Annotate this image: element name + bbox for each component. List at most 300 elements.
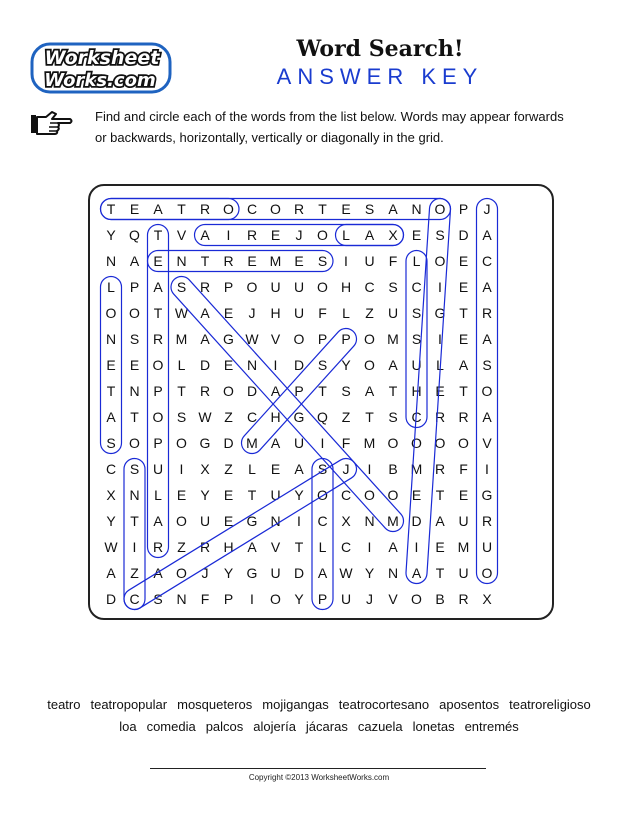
grid-letter: O xyxy=(223,383,234,399)
grid-letter: J xyxy=(342,461,350,477)
grid-letter: E xyxy=(458,253,469,269)
grid-letter: I xyxy=(179,461,184,477)
grid-letter: P xyxy=(153,383,163,399)
grid-letter: N xyxy=(105,331,117,347)
grid-letter: T xyxy=(459,383,468,399)
word-item: lonetas xyxy=(412,719,455,734)
grid-letter: D xyxy=(223,435,234,451)
grid-letter: I xyxy=(367,461,372,477)
grid-letter: F xyxy=(318,305,327,321)
grid-letter: X xyxy=(106,487,116,503)
grid-letter: E xyxy=(435,383,445,399)
grid-letter: U xyxy=(387,305,399,321)
grid-letter: J xyxy=(248,305,256,321)
grid-letter: U xyxy=(364,253,375,269)
grid-letter: T xyxy=(435,487,445,503)
grid-letter: E xyxy=(458,331,469,347)
grid-letter: P xyxy=(129,279,140,295)
grid-letter: P xyxy=(223,591,234,607)
grid-letter: C xyxy=(246,201,258,217)
grid-letter: R xyxy=(458,409,469,425)
grid-letter: O xyxy=(481,383,493,399)
grid-letter: S xyxy=(435,227,445,243)
grid-letter: S xyxy=(176,409,187,425)
grid-letter: V xyxy=(270,539,281,555)
grid-letter: U xyxy=(458,565,469,581)
grid-letter: J xyxy=(366,591,373,607)
grid-letter: N xyxy=(270,513,281,529)
grid-letter: L xyxy=(436,357,444,373)
grid-letter: R xyxy=(199,383,211,399)
grid-letter: W xyxy=(174,305,189,321)
grid-letter: W xyxy=(245,331,259,347)
grid-letter: O xyxy=(434,201,446,217)
grid-letter: H xyxy=(270,409,281,425)
grid-letter: P xyxy=(317,591,328,607)
grid-letter: L xyxy=(107,279,115,295)
grid-letter: V xyxy=(270,331,281,347)
grid-letter: U xyxy=(458,513,469,529)
word-item: teatroreligioso xyxy=(509,697,591,712)
grid-letter: R xyxy=(199,201,211,217)
grid-letter: O xyxy=(387,487,399,503)
grid-letter: A xyxy=(388,201,398,217)
grid-letter: T xyxy=(200,253,210,269)
grid-letter: V xyxy=(176,227,187,243)
grid-letter: E xyxy=(247,253,257,269)
grid-letter: N xyxy=(387,565,399,581)
grid-letter: R xyxy=(481,513,493,529)
grid-letter: C xyxy=(340,539,352,555)
grid-letter: L xyxy=(177,357,186,373)
grid-letter: I xyxy=(485,461,489,477)
grid-letter: X xyxy=(482,591,492,607)
grid-letter: S xyxy=(411,305,422,321)
grid-letter: O xyxy=(129,305,140,321)
grid-letter: U xyxy=(270,565,281,581)
grid-letter: E xyxy=(223,513,234,529)
grid-letter: G xyxy=(246,565,258,581)
grid-letter: Z xyxy=(177,539,186,555)
word-list xyxy=(0,694,638,738)
logo-line2: Works.com xyxy=(44,70,156,91)
grid-letter: P xyxy=(153,435,163,451)
grid-letter: A xyxy=(200,305,210,321)
grid-letter: R xyxy=(293,201,305,217)
grid-letter: Y xyxy=(106,227,116,243)
grid-letter: A xyxy=(364,227,375,243)
grid-letter: S xyxy=(341,383,351,399)
grid-letter: T xyxy=(318,383,327,399)
grid-letter: G xyxy=(293,409,305,425)
grid-letter: U xyxy=(293,305,305,321)
grid-letter: T xyxy=(177,383,186,399)
grid-letter: E xyxy=(153,253,163,269)
grid-letter: O xyxy=(364,331,375,347)
grid-letter: N xyxy=(129,383,140,399)
grid-letter: E xyxy=(223,487,234,503)
grid-letter: S xyxy=(411,331,422,347)
grid-letter: F xyxy=(341,435,351,451)
word-item: palcos xyxy=(205,719,244,734)
grid-letter: O xyxy=(317,279,328,295)
grid-letter: I xyxy=(250,591,254,607)
grid-letter: U xyxy=(340,591,352,607)
grid-letter: A xyxy=(435,513,445,529)
grid-letter: A xyxy=(294,461,304,477)
grid-letter: R xyxy=(199,539,211,555)
grid-letter: Q xyxy=(129,227,140,243)
grid-letter: N xyxy=(176,253,187,269)
grid-letter: O xyxy=(387,435,399,451)
grid-letter: S xyxy=(364,201,375,217)
word-item: jácaras xyxy=(305,719,348,734)
grid-letter: P xyxy=(458,201,469,217)
grid-letter: I xyxy=(273,357,278,373)
grid-letter: U xyxy=(270,487,281,503)
grid-letter: G xyxy=(199,435,211,451)
grid-letter: A xyxy=(388,539,398,555)
grid-letter: R xyxy=(199,279,211,295)
grid-letter: L xyxy=(318,539,327,555)
word-item: alojería xyxy=(253,719,296,734)
grid-letter: Z xyxy=(224,409,233,425)
answer-ring-jácaras xyxy=(120,455,360,614)
instructions-line-1: Find and circle each of the words from the list below. Words may appear forwards xyxy=(95,109,564,124)
grid-letter: A xyxy=(200,227,210,243)
grid-letter: E xyxy=(435,539,445,555)
word-item: teatropopular xyxy=(90,697,168,712)
grid-letter: M xyxy=(175,331,188,347)
grid-letter: C xyxy=(411,279,422,295)
grid-letter: A xyxy=(482,227,492,243)
grid-letter: C xyxy=(105,461,117,477)
grid-letter: E xyxy=(223,305,234,321)
grid-letter: C xyxy=(129,591,140,607)
word-item: aposentos xyxy=(439,697,500,712)
grid-letter: A xyxy=(153,279,163,295)
word-item: mosqueteros xyxy=(177,697,253,712)
grid-letter: Y xyxy=(106,513,116,529)
grid-letter: T xyxy=(153,305,163,321)
grid-letter: O xyxy=(176,435,187,451)
grid-letter: T xyxy=(130,513,139,529)
grid-letter: O xyxy=(293,331,305,347)
grid-letter: U xyxy=(293,435,305,451)
grid-letter: O xyxy=(458,435,469,451)
grid-letter: O xyxy=(434,253,446,269)
grid-letter: U xyxy=(199,513,211,529)
grid-letter: M xyxy=(410,461,423,477)
answer-ring-teatro xyxy=(101,199,240,220)
grid-letter: A xyxy=(482,331,492,347)
grid-letter: M xyxy=(387,513,399,529)
grid-letter: D xyxy=(199,357,211,373)
grid-letter: Y xyxy=(200,487,210,503)
grid-letter: R xyxy=(481,305,493,321)
answer-ring-entremés xyxy=(148,251,334,272)
grid-letter: S xyxy=(317,253,328,269)
grid-letter: C xyxy=(317,513,328,529)
grid-letter: T xyxy=(388,383,398,399)
grid-letter: E xyxy=(129,201,140,217)
word-item: mojigangas xyxy=(262,697,329,712)
grid-letter: S xyxy=(129,331,140,347)
grid-letter: H xyxy=(340,279,352,295)
grid-letter: O xyxy=(223,201,234,217)
word-item: cazuela xyxy=(357,719,403,734)
grid-letter: E xyxy=(458,279,469,295)
grid-letter: H xyxy=(411,383,422,399)
grid-letter: E xyxy=(411,227,422,243)
grid-letter: B xyxy=(435,591,445,607)
grid-letter: C xyxy=(340,487,352,503)
grid-letter: A xyxy=(364,383,375,399)
grid-letter: S xyxy=(482,357,492,373)
grid-letter: X xyxy=(200,461,210,477)
word-item: teatrocortesano xyxy=(338,697,430,712)
grid-letter: S xyxy=(153,591,163,607)
page-title: Word Search! xyxy=(296,36,464,62)
grid-letter: A xyxy=(153,201,163,217)
answer-ring-palcos xyxy=(312,459,333,610)
grid-letter: G xyxy=(434,305,446,321)
grid-letter: N xyxy=(176,591,187,607)
grid-letter: T xyxy=(459,305,468,321)
grid-letter: O xyxy=(434,435,446,451)
grid-letter: L xyxy=(342,227,350,243)
grid-letter: V xyxy=(482,435,492,451)
grid-letter: L xyxy=(342,305,350,321)
grid-letter: D xyxy=(411,513,422,529)
grid-letter: O xyxy=(481,565,493,581)
grid-letter: M xyxy=(246,435,258,451)
grid-letter: Z xyxy=(130,565,139,581)
grid-letter: A xyxy=(106,565,116,581)
grid-letter: I xyxy=(367,539,372,555)
grid-letter: J xyxy=(483,201,491,217)
grid-letter: I xyxy=(344,253,348,269)
grid-letter: R xyxy=(152,539,164,555)
grid-letter: I xyxy=(438,331,442,347)
grid-letter: Y xyxy=(294,487,304,503)
grid-letter: S xyxy=(129,461,140,477)
grid-letter: N xyxy=(246,357,258,373)
grid-letter: O xyxy=(364,357,375,373)
grid-letter: A xyxy=(411,565,422,581)
grid-letter: S xyxy=(317,357,328,373)
grid-letter: M xyxy=(457,539,470,555)
grid-letter: D xyxy=(293,357,305,373)
grid-letter: S xyxy=(176,279,187,295)
grid-letter: S xyxy=(388,409,398,425)
grid-letter: B xyxy=(388,461,398,477)
grid-letter: N xyxy=(364,513,375,529)
grid-letter: P xyxy=(317,331,328,347)
grid-letter: Z xyxy=(341,409,351,425)
word-item: entremés xyxy=(464,719,519,734)
grid-letter: O xyxy=(411,435,422,451)
grid-letter: A xyxy=(153,513,163,529)
copyright: Copyright ©2013 WorksheetWorks.com xyxy=(248,773,390,782)
grid-letter: O xyxy=(152,409,164,425)
grid-letter: X xyxy=(341,513,351,529)
grid-letter: D xyxy=(246,383,258,399)
grid-letter: Y xyxy=(341,357,351,373)
grid-letter: O xyxy=(129,435,140,451)
grid-letter: E xyxy=(341,201,351,217)
grid-letter: A xyxy=(270,435,281,451)
grid-letter: F xyxy=(459,461,468,477)
grid-letter: E xyxy=(223,357,234,373)
grid-letter: T xyxy=(106,201,116,217)
grid-letter: U xyxy=(270,279,281,295)
grid-letter: I xyxy=(320,435,325,451)
word-list-row-2 xyxy=(0,716,638,738)
grid-letter: E xyxy=(294,253,304,269)
grid-letter: O xyxy=(411,591,422,607)
grid-letter: T xyxy=(106,383,116,399)
grid-letter: R xyxy=(223,253,234,269)
grid-letter: I xyxy=(438,279,442,295)
grid-letter: D xyxy=(293,565,305,581)
grid-letter: A xyxy=(153,565,163,581)
grid-letter: R xyxy=(246,227,258,243)
grid-letter: Q xyxy=(317,409,328,425)
word-item: loa xyxy=(119,719,137,734)
grid-letter: E xyxy=(106,357,116,373)
grid-letter: W xyxy=(198,409,212,425)
grid-letter: W xyxy=(104,539,118,555)
grid-letter: X xyxy=(388,227,398,243)
grid-letter: T xyxy=(247,487,257,503)
grid-letter: O xyxy=(176,513,187,529)
grid-letter: V xyxy=(388,591,398,607)
grid-letter: J xyxy=(201,565,209,581)
grid-letter: E xyxy=(129,357,140,373)
grid-letter: U xyxy=(481,539,493,555)
grid-letter: R xyxy=(434,461,446,477)
grid-letter: Z xyxy=(365,305,374,321)
grid-letter: F xyxy=(388,253,398,269)
grid-letter: L xyxy=(412,253,421,269)
grid-letter: Y xyxy=(364,565,375,581)
grid-letter: Y xyxy=(294,591,304,607)
grid-letter: E xyxy=(270,461,281,477)
grid-letter: M xyxy=(363,435,376,451)
grid-letter: C xyxy=(411,409,422,425)
grid-letter: A xyxy=(482,279,492,295)
grid-letter: O xyxy=(105,305,117,321)
grid-letter: E xyxy=(270,227,281,243)
grid-letter: T xyxy=(130,409,139,425)
grid-letter: O xyxy=(246,279,258,295)
grid-letter: I xyxy=(132,539,137,555)
grid-letter: O xyxy=(270,201,281,217)
grid-letter: D xyxy=(458,227,469,243)
grid-letter: P xyxy=(223,279,234,295)
grid-letter: A xyxy=(200,331,210,347)
grid-letter: T xyxy=(365,409,374,425)
grid-letter: T xyxy=(294,539,304,555)
grid-letter: U xyxy=(411,357,422,373)
grid-letter: R xyxy=(458,591,469,607)
word-list-row-1 xyxy=(0,694,638,716)
grid-letter: T xyxy=(435,565,445,581)
grid-letter: N xyxy=(129,487,140,503)
grid-letter: A xyxy=(482,409,492,425)
grid-letter: I xyxy=(226,227,231,243)
grid-letter: O xyxy=(317,227,328,243)
grid-letter: S xyxy=(106,435,116,451)
grid-letter: G xyxy=(481,487,493,503)
grid-letter: A xyxy=(458,357,469,373)
grid-letter: A xyxy=(388,357,398,373)
grid-letter: A xyxy=(106,409,116,425)
grid-letter: A xyxy=(317,565,328,581)
grid-letter: N xyxy=(411,201,422,217)
grid-letter: U xyxy=(152,461,164,477)
grid-letter: N xyxy=(105,253,117,269)
grid-letter: C xyxy=(364,279,375,295)
grid-letter: O xyxy=(317,487,328,503)
grid-letter: M xyxy=(269,253,282,269)
grid-letter: O xyxy=(176,565,187,581)
grid-letter: U xyxy=(293,279,305,295)
grid-letter: F xyxy=(200,591,210,607)
grid-letter: M xyxy=(387,331,399,347)
grid-letter: E xyxy=(458,487,469,503)
grid-letter: O xyxy=(152,357,164,373)
grid-letter: I xyxy=(297,513,301,529)
grid-letter: L xyxy=(248,461,256,477)
grid-letter: R xyxy=(434,409,446,425)
grid-letter: I xyxy=(414,539,419,555)
grid-letter: O xyxy=(270,591,281,607)
grid-letter: G xyxy=(223,331,234,347)
grid-letter: T xyxy=(177,201,186,217)
grid-letter: H xyxy=(223,539,234,555)
grid-letter: E xyxy=(176,487,187,503)
footer-rule xyxy=(150,768,486,769)
grid-letter: C xyxy=(246,409,258,425)
grid-letter: E xyxy=(411,487,422,503)
grid-letter: A xyxy=(129,253,140,269)
grid-letter: H xyxy=(270,305,281,321)
grid-letter: S xyxy=(388,279,398,295)
grid-letter: P xyxy=(294,383,304,399)
word-item: teatro xyxy=(47,697,81,712)
grid-letter: T xyxy=(153,227,163,243)
grid-letter: G xyxy=(246,513,258,529)
grid-letter: A xyxy=(247,539,257,555)
grid-letter: Y xyxy=(223,565,234,581)
grid-letter: L xyxy=(154,487,162,503)
grid-letter: C xyxy=(481,253,493,269)
grid-letter: S xyxy=(317,461,328,477)
grid-letter: W xyxy=(339,565,353,581)
grid-letter: A xyxy=(270,383,281,399)
grid-letter: D xyxy=(105,591,117,607)
answer-key-subtitle: ANSWER KEY xyxy=(276,64,484,89)
grid-letter: Z xyxy=(224,461,233,477)
grid-letter: P xyxy=(341,331,351,347)
grid-letter: J xyxy=(295,227,303,243)
instructions-line-2: or backwards, horizontally, vertically or diagonally in the grid. xyxy=(95,130,444,145)
word-item: comedia xyxy=(146,719,196,734)
grid-letter: T xyxy=(318,201,327,217)
grid-letter: O xyxy=(364,487,375,503)
